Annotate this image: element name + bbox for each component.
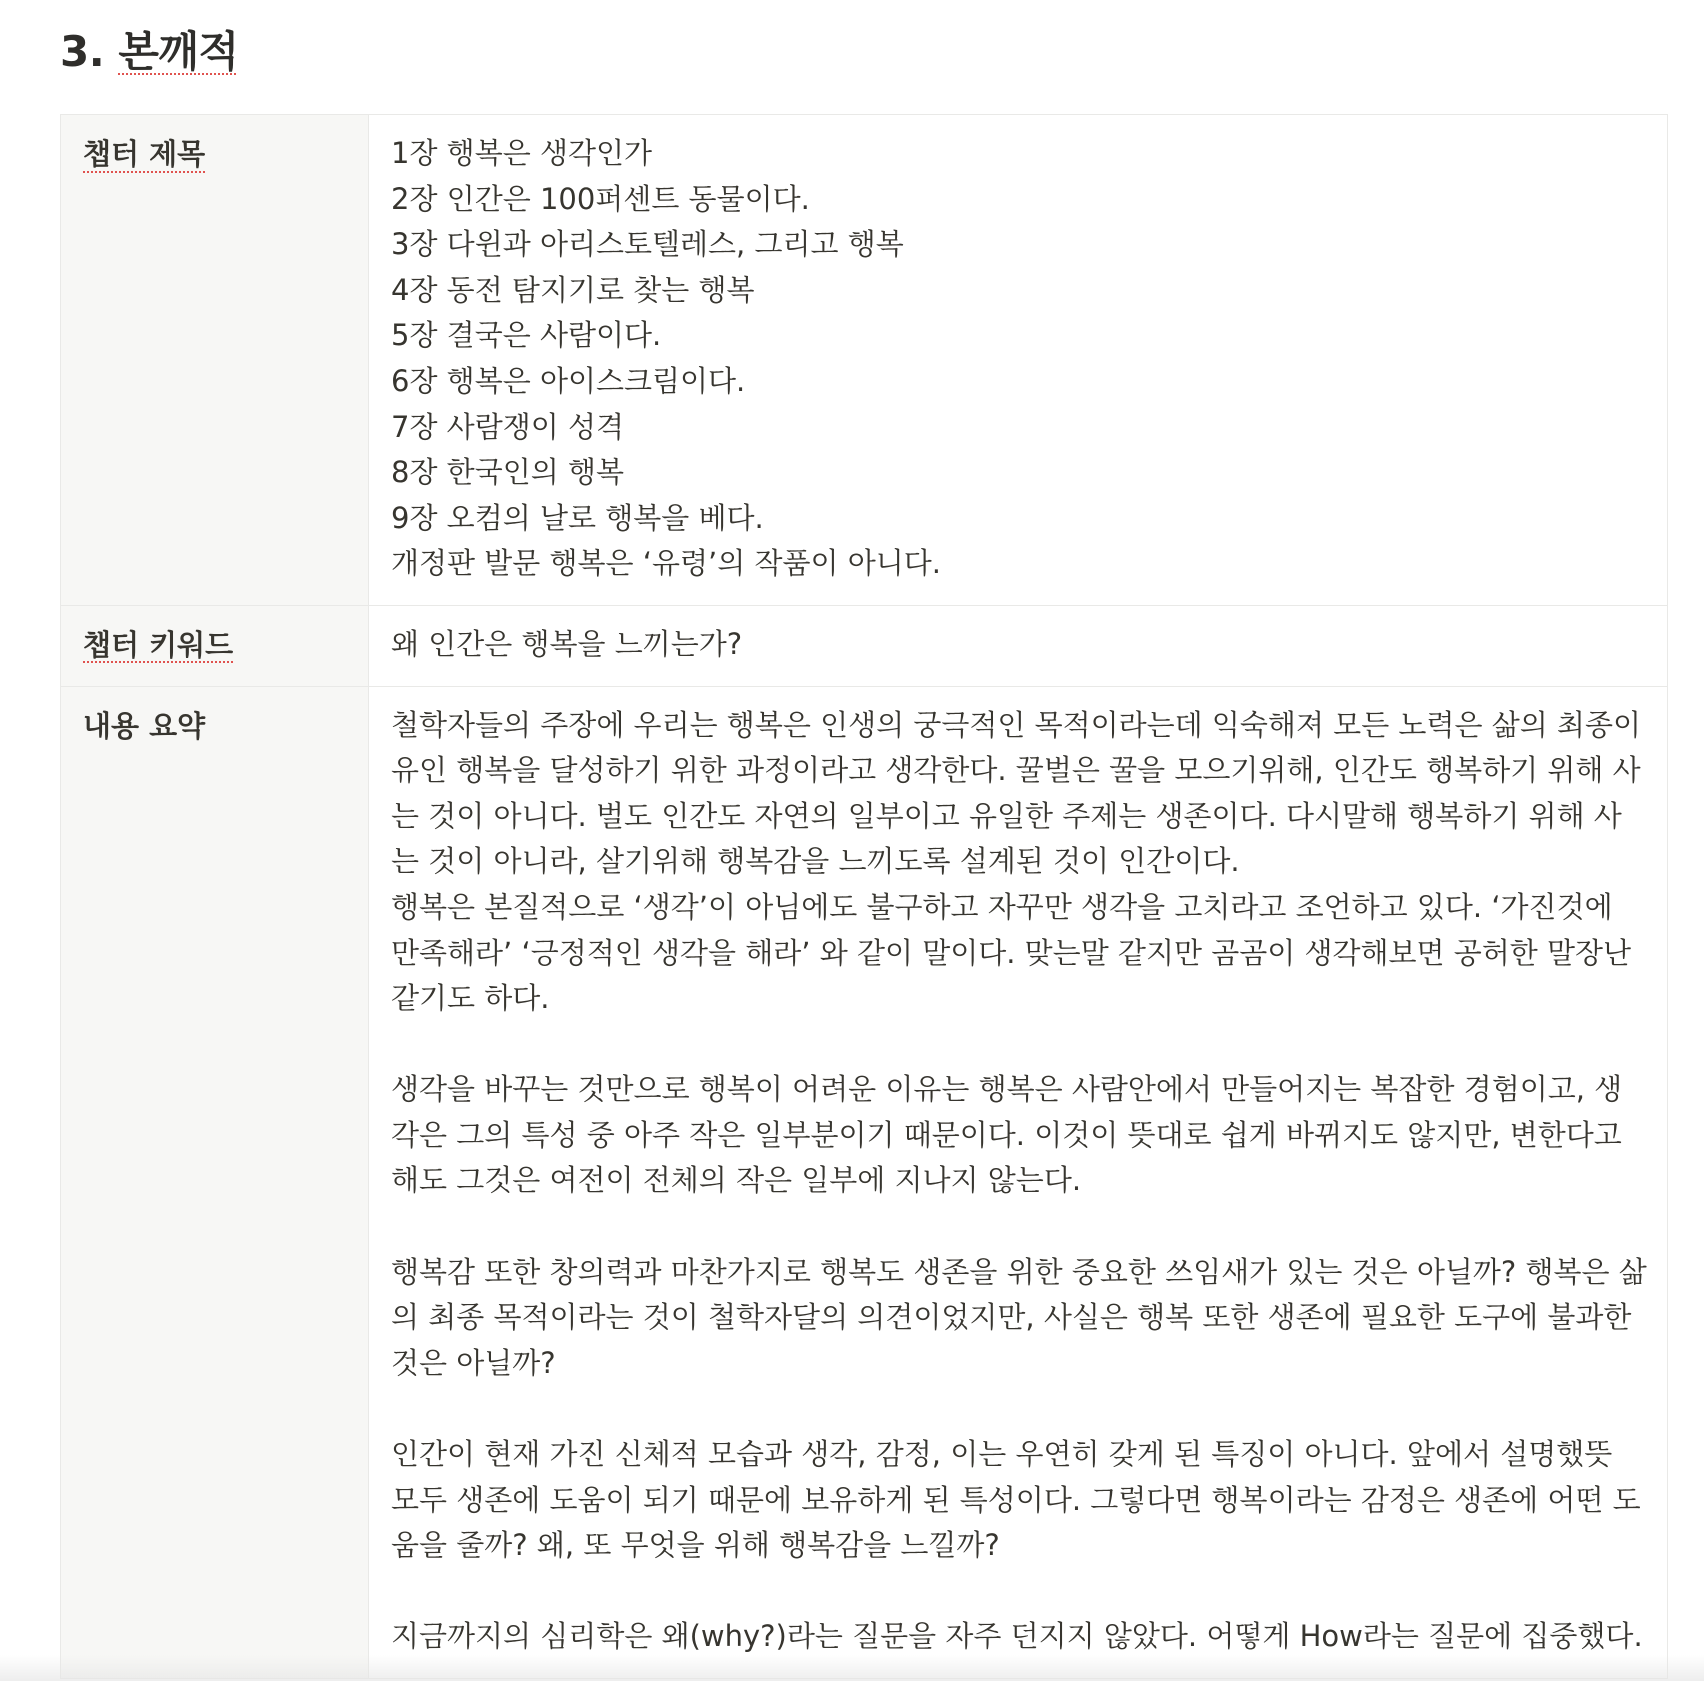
chapter-item: 개정판 발문 행복은 ‘유령’의 작품이 아니다. — [391, 546, 941, 581]
chapter-item: 8장 한국인의 행복 — [391, 455, 624, 490]
chapter-item: 4장 동전 탐지기로 찾는 행복 — [391, 272, 755, 307]
summary-blank-line — [391, 1204, 1647, 1250]
property-value-keyword[interactable] — [369, 605, 1668, 686]
summary-paragraph: 생각을 바꾸는 것만으로 행복이 어려운 이유는 행복은 사람안에서 만들어지는 복잡한 경험이고, 생각은 그의 특성 중 아주 작은 일부분이기 때문이다. 이것이 뜻대로 쉽게 바뀌지도 않지만, 변한다고 해도 그것은 여전이 전체의 작은 일부에 지나지 않는다. — [391, 1072, 1623, 1198]
scroll-edge-shadow — [0, 1655, 1704, 1681]
summary-paragraph: 인간이 현재 가진 신체적 모습과 생각, 감정, 이는 우연히 갖게 된 특징이 아니다. 앞에서 설명했뜻 모두 생존에 도움이 되기 때문에 보유하게 된 특성이다. 그렇다면 행복이라는 감정은 생존에 어떤 도움을 줄까? 왜, 또 무엇을 위해 행복감을 느낄까? — [391, 1437, 1641, 1563]
property-table — [60, 114, 1668, 1679]
summary-paragraph: 지금까지의 심리학은 왜(why?)라는 질문을 자주 던지지 않았다. 어떻게 How라는 질문에 집중했다. — [391, 1619, 1643, 1654]
summary-paragraph: 철학자들의 주장에 우리는 행복은 인생의 궁극적인 목적이라는데 익숙해져 모든 노력은 삶의 최종이유인 행복을 달성하기 위한 과정이라고 생각한다. 꿀벌은 꿀을 모으기위해, 인간도 행복하기 위해 사는 것이 아니다. 벌도 인간도 자연의 일부이고 유일한 주제는 생존이다. 다시말해 행복하기 위해 사는 것이 아니라, 살기위해 행복감을 느끼도록 설계된 것이 인간이다. — [391, 707, 1641, 879]
summary-blank-line — [391, 1386, 1647, 1432]
summary-blank-line — [391, 1022, 1647, 1068]
property-value-chapter-list[interactable] — [369, 115, 1668, 606]
chapter-item: 9장 오컴의 날로 행복을 베다. — [391, 500, 764, 535]
chapter-item: 7장 사람쟁이 성격 — [391, 409, 624, 444]
keyword-text: 왜 인간은 행복을 느끼는가? — [391, 626, 743, 661]
summary-blank-line — [391, 1569, 1647, 1615]
property-row-chapter-title — [61, 115, 1668, 606]
property-row-chapter-keyword — [61, 605, 1668, 686]
chapter-item: 3장 다윈과 아리스토텔레스, 그리고 행복 — [391, 227, 904, 262]
chapter-item: 2장 인간은 100퍼센트 동물이다. — [391, 181, 810, 216]
property-row-summary — [61, 686, 1668, 1678]
property-key — [61, 115, 369, 606]
property-key — [61, 605, 369, 686]
property-value-summary[interactable] — [369, 686, 1668, 1678]
property-key — [61, 686, 369, 1678]
summary-paragraph: 행복은 본질적으로 ‘생각’이 아님에도 불구하고 자꾸만 생각을 고치라고 조언하고 있다. ‘가진것에 만족해라’ ‘긍정적인 생각을 해라’ 와 같이 말이다. 맞는말 같지만 곰곰이 생각해보면 공허한 말장난 같기도 하다. — [391, 889, 1632, 1016]
key-label: 챕터 키워드 — [83, 627, 234, 662]
heading-title: 본깨적 — [118, 27, 239, 76]
heading-number: 3. — [60, 27, 119, 76]
chapter-item: 6장 행복은 아이스크림이다. — [391, 363, 746, 398]
chapter-item: 1장 행복은 생각인가 — [391, 136, 652, 170]
key-label: 내용 요약 — [83, 708, 206, 743]
chapter-item: 5장 결국은 사람이다. — [391, 318, 662, 353]
summary-paragraph: 행복감 또한 창의력과 마찬가지로 행복도 생존을 위한 중요한 쓰임새가 있는 것은 아닐까? 행복은 삶의 최종 목적이라는 것이 철학자달의 의견이었지만, 사실은 행복 또한 생존에 필요한 도구에 불과한 것은 아닐까? — [391, 1254, 1647, 1380]
key-label: 챕터 제목 — [83, 137, 206, 171]
page-heading — [60, 0, 1668, 84]
page — [60, 0, 1668, 1654]
